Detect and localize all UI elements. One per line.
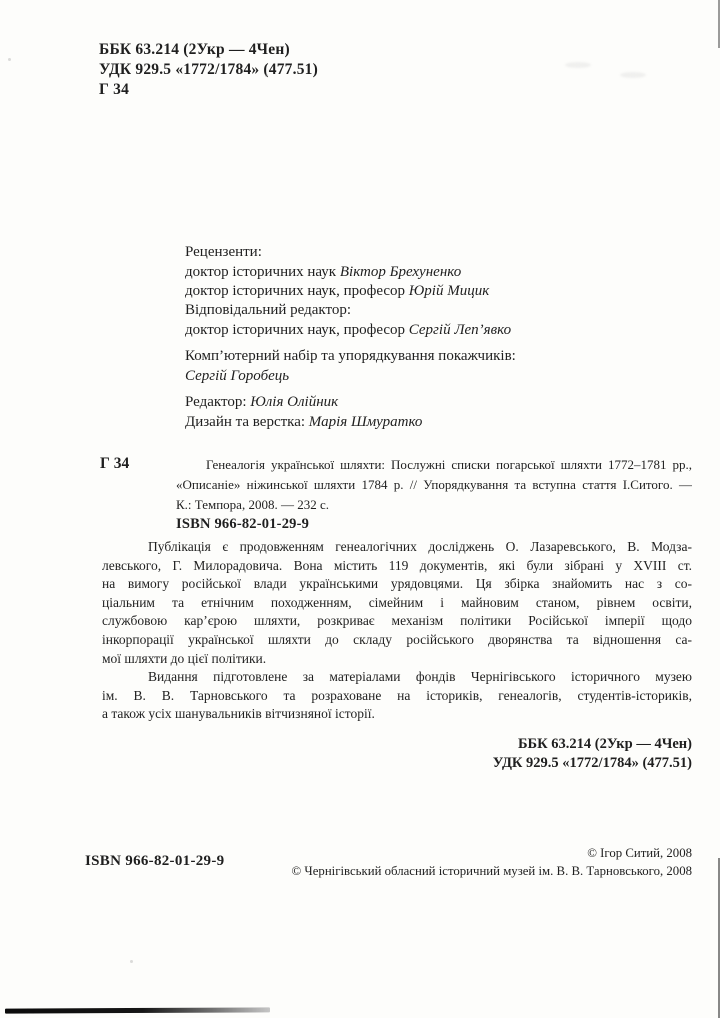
udk-code-bottom: УДК 929.5 «1772/1784» (477.51) [492, 755, 692, 771]
annotation-line: левського, Г. Милорадовича. Вона містить 119 документів, які були зібрані у XVIII ст. [102, 557, 692, 573]
scan-speck [265, 74, 268, 77]
editor-design-block [185, 393, 422, 432]
chief-editor-heading: Відповідальний редактор: [185, 302, 352, 318]
typesetting-heading: Комп’ютерний набір та упорядкування покажчиків: [185, 348, 516, 364]
design-label: Дизайн та верстка: [185, 413, 309, 430]
catalog-entry-line: «Описаніе» ніжинської шляхти 1784 р. // Упорядкування та вступна стаття І.Ситого. — [176, 477, 692, 492]
reviewer-name: Віктор Брехуненко [339, 263, 462, 280]
chief-editor-name: Сергій Леп’явко [408, 321, 512, 338]
catalog-author-sign: Г 34 [100, 455, 130, 472]
chief-editor-line [185, 321, 511, 341]
annotation-line: службовою кар’єрою шляхти, розкриває механізм політики Російської імперії щодо [102, 613, 692, 629]
annotation-line: ціальним та етнічним походженням, сімейним і майновим станом, рівнем освіти, [102, 594, 692, 610]
annotation-line: на вимогу російської влади українськими урядовцями. Ця збірка знайомить нас з со- [102, 576, 692, 592]
annotation-line: а також усіх шанувальників вітчизняної історії. [102, 706, 375, 722]
author-sign: Г 34 [99, 81, 130, 98]
catalog-entry-line: Генеалогія української шляхти: Послужні списки погарської шляхти 1772–1781 рр., [206, 457, 692, 472]
reviewer-degree: доктор історичних наук [185, 263, 340, 280]
typesetting-name: Сергій Горобець [185, 367, 290, 384]
annotation-line: ім. В. В. Тарновського та розраховане на істориків, генеалогів, студентів-істориків, [102, 687, 692, 703]
copyright-museum: © Чернігівський обласний історичний музей ім. В. В. Тарновського, 2008 [291, 864, 692, 878]
annotation-line: Публікація є продовженням генеалогічних досліджень О. Лазаревського, В. Модза- [148, 539, 692, 554]
bbk-code: ББК 63.214 (2Укр — 4Чен) [99, 41, 290, 58]
reviewer-line [185, 282, 489, 302]
reviewer-name: Юрій Мицик [408, 283, 490, 299]
design-line [185, 413, 422, 433]
udk-code: УДК 929.5 «1772/1784» (477.51) [99, 61, 318, 78]
editor-label: Редактор: [185, 394, 251, 410]
scan-speck [130, 960, 133, 963]
reviewers-block [185, 243, 489, 302]
copyright-block [292, 844, 692, 880]
catalog-entry [176, 455, 692, 515]
editor-name: Юлія Олійник [250, 394, 339, 410]
bottom-bibliographic-codes [493, 735, 692, 773]
catalog-isbn: ISBN 966-82-01-29-9 [176, 516, 310, 532]
footer-isbn: ISBN 966-82-01-29-9 [85, 853, 225, 869]
annotation-block [102, 538, 692, 724]
chief-editor-block [185, 301, 511, 340]
catalog-entry-line: К.: Темпора, 2008. — 232 с. [176, 497, 329, 512]
bbk-code-bottom: ББК 63.214 (2Укр — 4Чен) [517, 736, 692, 752]
scan-speck [8, 58, 11, 61]
annotation-line: Видання підготовлене за матеріалами фондів Чернігівського історичного музею [148, 669, 692, 685]
design-name: Марія Шмуратко [308, 413, 423, 430]
annotation-line: мої шляхти до цієї політики. [102, 650, 267, 666]
annotation-line: інкорпорації української шляхти до складу російського дворянства та відношення са- [102, 631, 692, 647]
typesetting-line [185, 367, 516, 387]
copyright-author: © Ігор Ситий, 2008 [587, 846, 692, 860]
editor-line [185, 393, 422, 413]
reviewers-heading: Рецензенти: [185, 244, 262, 260]
scan-smudge [620, 72, 646, 78]
reviewer-degree: доктор історичних наук, професор [185, 283, 409, 299]
chief-editor-degree: доктор історичних наук, професор [185, 321, 409, 338]
catalog-card [100, 455, 692, 533]
scan-artifact-bottom-line [5, 1007, 270, 1013]
reviewer-line [185, 263, 489, 283]
typesetting-block [185, 347, 516, 386]
scan-smudge [565, 62, 591, 68]
top-bibliographic-codes [99, 40, 318, 100]
